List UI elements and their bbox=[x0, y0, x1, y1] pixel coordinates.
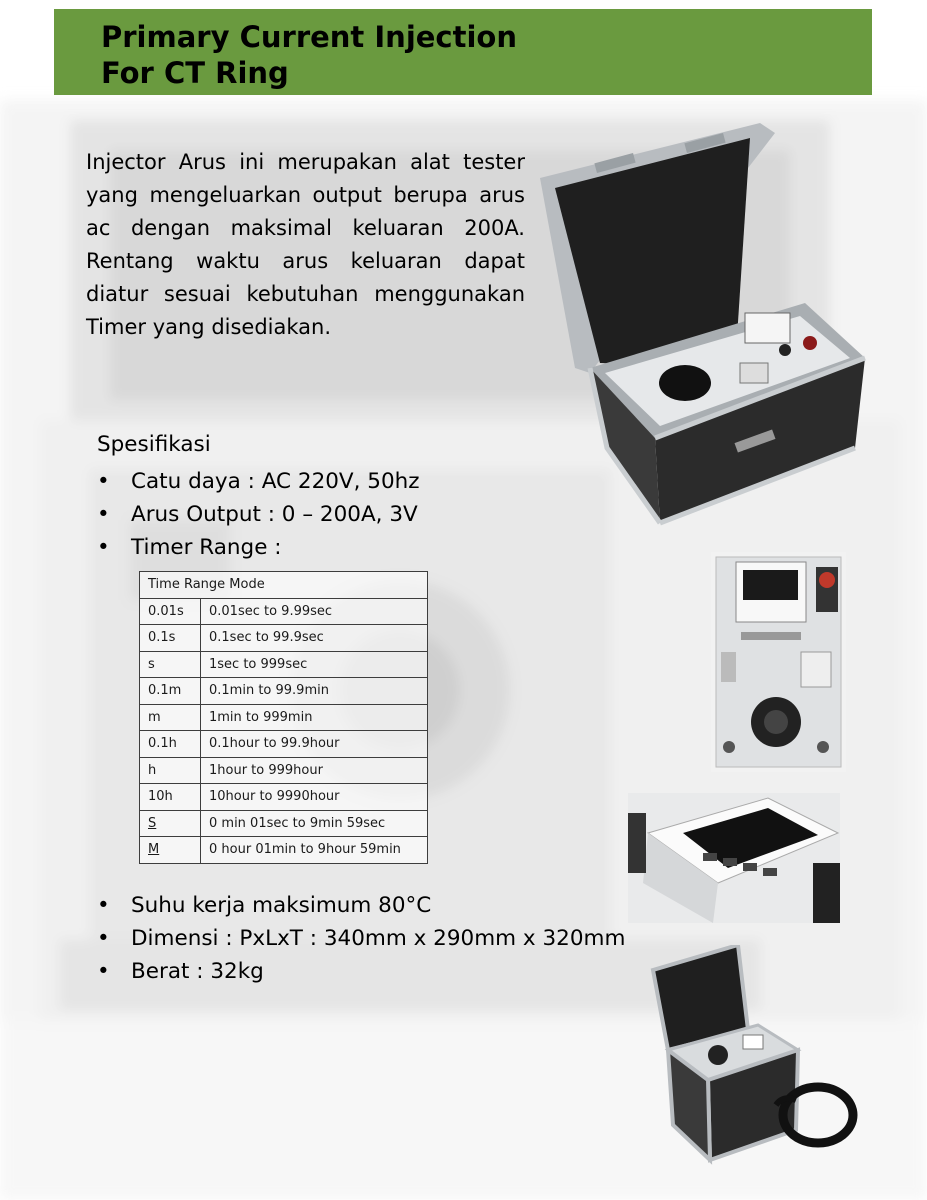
spec-title: Spesifikasi bbox=[97, 432, 211, 457]
range-cell: 0.1hour to 99.9hour bbox=[201, 731, 428, 758]
mode-cell: S bbox=[140, 810, 201, 837]
table-row bbox=[140, 625, 428, 652]
table-row bbox=[140, 598, 428, 625]
mode-cell: m bbox=[140, 704, 201, 731]
table-row bbox=[140, 837, 428, 864]
table-row bbox=[140, 757, 428, 784]
table-row bbox=[140, 731, 428, 758]
page-title-line-1: Primary Current Injection bbox=[101, 20, 517, 54]
bullet-icon: • bbox=[97, 959, 110, 984]
mode-cell: 0.1m bbox=[140, 678, 201, 705]
spec-list-top bbox=[97, 465, 420, 564]
spec-item-output: Arus Output : 0 – 200A, 3V bbox=[131, 502, 418, 527]
spec-item-weight: Berat : 32kg bbox=[131, 959, 264, 984]
range-cell: 1min to 999min bbox=[201, 704, 428, 731]
spec-item-dimension: Dimensi : PxLxT : 340mm x 290mm x 320mm bbox=[131, 926, 626, 951]
mode-cell: M bbox=[140, 837, 201, 864]
device-photo-ampere-meter bbox=[628, 793, 840, 923]
range-cell: 0.01sec to 9.99sec bbox=[201, 598, 428, 625]
table-header: Time Range Mode bbox=[140, 572, 428, 599]
list-item bbox=[97, 955, 625, 988]
intro-paragraph: Injector Arus ini merupakan alat tester yang mengeluarkan output berupa arus ac dengan maksimal keluaran 200A. Rentang waktu arus keluaran dapat diatur sesuai kebutuhan menggunakan Timer yang disediakan. bbox=[86, 150, 525, 339]
table-row bbox=[140, 704, 428, 731]
list-item bbox=[97, 465, 420, 498]
table-row bbox=[140, 810, 428, 837]
mode-cell: s bbox=[140, 651, 201, 678]
timer-range-table bbox=[139, 571, 428, 864]
range-cell: 0 hour 01min to 9hour 59min bbox=[201, 837, 428, 864]
device-photo-control-panel bbox=[711, 552, 846, 772]
range-cell: 1hour to 999hour bbox=[201, 757, 428, 784]
bullet-icon: • bbox=[97, 535, 110, 560]
table-row bbox=[140, 678, 428, 705]
range-cell: 1sec to 999sec bbox=[201, 651, 428, 678]
range-cell: 0 min 01sec to 9min 59sec bbox=[201, 810, 428, 837]
table-header-row bbox=[140, 572, 428, 599]
range-cell: 0.1sec to 99.9sec bbox=[201, 625, 428, 652]
device-photo-case-with-cable bbox=[648, 945, 860, 1170]
spec-list-bottom bbox=[97, 889, 625, 988]
table-row bbox=[140, 651, 428, 678]
list-item bbox=[97, 889, 625, 922]
mode-cell: 10h bbox=[140, 784, 201, 811]
bullet-icon: • bbox=[97, 502, 110, 527]
page-title-line-2: For CT Ring bbox=[101, 56, 289, 90]
list-item bbox=[97, 531, 420, 564]
mode-cell: 0.01s bbox=[140, 598, 201, 625]
spec-item-power: Catu daya : AC 220V, 50hz bbox=[131, 469, 420, 494]
range-cell: 0.1min to 99.9min bbox=[201, 678, 428, 705]
list-item bbox=[97, 922, 625, 955]
list-item bbox=[97, 498, 420, 531]
range-cell: 10hour to 9990hour bbox=[201, 784, 428, 811]
mode-cell: h bbox=[140, 757, 201, 784]
spec-item-temperature: Suhu kerja maksimum 80°C bbox=[131, 893, 432, 918]
table-row bbox=[140, 784, 428, 811]
mode-cell: 0.1h bbox=[140, 731, 201, 758]
bullet-icon: • bbox=[97, 926, 110, 951]
spec-item-timer: Timer Range : bbox=[131, 535, 282, 560]
bullet-icon: • bbox=[97, 893, 110, 918]
header-banner bbox=[54, 9, 872, 95]
bullet-icon: • bbox=[97, 469, 110, 494]
mode-cell: 0.1s bbox=[140, 625, 201, 652]
device-photo-open-case bbox=[535, 118, 870, 528]
